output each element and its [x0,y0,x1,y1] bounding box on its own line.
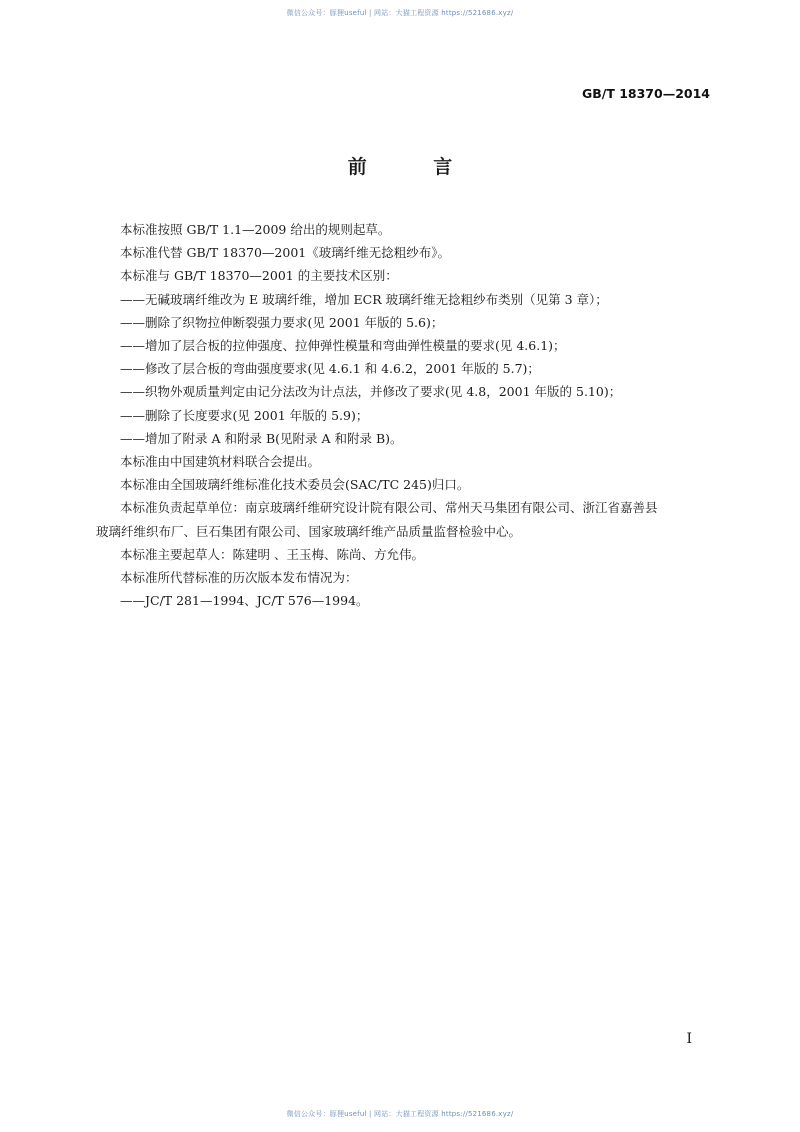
list-item: ——织物外观质量判定由记分法改为计点法，并修改了要求(见 4.8，2001 年版的 5.10)； [120,384,622,400]
paragraph: 本标准按照 GB/T 1.1—2009 给出的规则起草。 [120,222,391,237]
list-item: ——增加了层合板的拉伸强度、拉伸弹性模量和弯曲弹性模量的要求(见 4.6.1)； [120,338,566,354]
paragraph-continuation: 玻璃纤维织布厂、巨石集团有限公司、国家玻璃纤维产品质量监督检验中心。 [96,523,522,539]
paragraph: 本标准代替 GB/T 18370—2001《玻璃纤维无捻粗纱布》。 [120,245,450,261]
list-item: ——增加了附录 A 和附录 B(见附录 A 和附录 B)。 [120,430,403,446]
paragraph: 本标准由中国建筑材料联合会提出。 [120,454,321,470]
list-item: ——删除了长度要求(见 2001 年版的 5.9)； [120,407,369,423]
paragraph: 本标准与 GB/T 18370—2001 的主要技术区别： [120,268,398,284]
page-number: I [686,1031,692,1047]
list-item: ——修改了层合板的弯曲强度要求(见 4.6.1 和 4.6.2，2001 年版的 5.7)； [120,361,540,377]
paragraph: 本标准由全国玻璃纤维标准化技术委员会(SAC/TC 245)归口。 [120,477,470,493]
page-title: 前 言 [347,156,483,178]
watermark-top: 微信公众号：豚狸useful | 网站：大猫工程资源 https://521686.xyz/ [286,9,514,17]
paragraph: 本标准所代替标准的历次版本发布情况为： [120,570,358,586]
paragraph: 本标准主要起草人：陈建明 、王玉梅、陈尚、方允伟。 [120,546,424,562]
list-item: ——删除了织物拉伸断裂强力要求(见 2001 年版的 5.6)； [120,314,444,330]
list-item: ——无碱玻璃纤维改为 E 玻璃纤维，增加 ECR 玻璃纤维无捻粗纱布类别（见第 3 章）； [120,291,608,307]
standard-code: GB/T 18370—2014 [581,86,710,101]
paragraph: 本标准负责起草单位：南京玻璃纤维研究设计院有限公司、常州天马集团有限公司、浙江省嘉善县 [120,500,658,516]
foreword-body [96,218,716,612]
list-item: ——JC/T 281—1994、JC/T 576—1994。 [120,593,369,609]
watermark-bottom: 微信公众号：豚狸useful | 网站：大猫工程资源 https://521686.xyz/ [286,1110,514,1118]
